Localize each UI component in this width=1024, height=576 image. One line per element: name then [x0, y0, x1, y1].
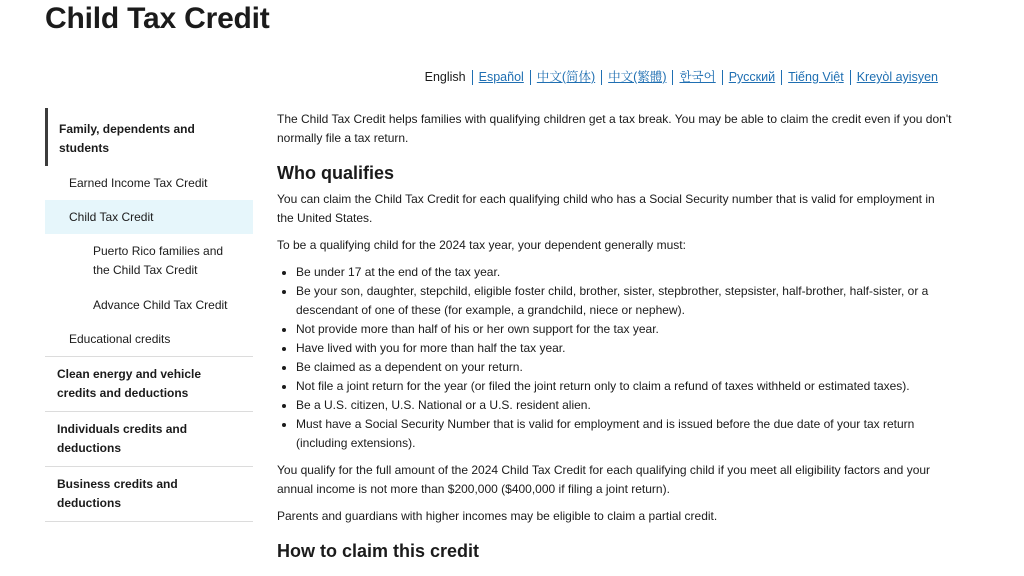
sidebar-item-clean-energy[interactable]: Clean energy and vehicle credits and deductions	[45, 357, 253, 412]
language-link[interactable]: Tiếng Việt	[788, 70, 844, 84]
language-chinese-simplified[interactable]	[530, 70, 601, 85]
full-amount-paragraph: You qualify for the full amount of the 2024 Child Tax Credit for each qualifying child if you meet all eligibility factors and your annual income is not more than $200,000 ($400,000 if filing a joint return).	[277, 463, 931, 496]
language-haitian-creole[interactable]	[850, 70, 944, 85]
partial-credit-paragraph: Parents and guardians with higher incomes may be eligible to claim a partial credit.	[277, 509, 718, 523]
list-item: • Be a U.S. citizen, U.S. National or a U.S. resident alien.	[296, 396, 953, 415]
section-heading-how-to-claim: How to claim this credit	[277, 541, 480, 561]
sidebar-nav	[45, 108, 253, 522]
intro-paragraph: The Child Tax Credit helps families with qualifying children get a tax break. You may be able to claim the credit even if you don't normally file a tax return.	[277, 112, 952, 145]
list-item: • Not provide more than half of his or her own support for the tax year.	[296, 320, 953, 339]
sidebar-item-advance-ctc[interactable]: Advance Child Tax Credit	[93, 297, 228, 312]
sidebar-item-individuals-credits[interactable]: Individuals credits and deductions	[45, 412, 253, 467]
list-item: • Be your son, daughter, stepchild, eligible foster child, brother, sister, stepbrother, stepsister, half-brother, half-sister, or a descendant of one of these (for example, a grandchild, niece or nephew).	[296, 282, 953, 320]
language-english: English	[424, 70, 466, 84]
sidebar-item-eitc[interactable]: Earned Income Tax Credit	[69, 175, 208, 190]
qualifying-child-intro: To be a qualifying child for the 2024 tax year, your dependent generally must:	[277, 238, 686, 252]
language-russian[interactable]	[722, 70, 781, 85]
main-content	[277, 110, 953, 568]
sidebar-item-child-tax-credit[interactable]: Child Tax Credit	[45, 200, 253, 234]
language-spanish[interactable]	[472, 70, 530, 85]
language-link[interactable]: 中文(繁體)	[608, 70, 667, 84]
language-link[interactable]: Русский	[728, 70, 776, 84]
language-selector	[419, 70, 944, 85]
list-item: • Be under 17 at the end of the tax year.	[296, 263, 953, 282]
qualifying-child-list	[277, 263, 953, 453]
list-item: • Must have a Social Security Number that is valid for employment and is issued before the due date of your tax return (including extensions).	[296, 415, 953, 453]
language-vietnamese[interactable]	[781, 70, 850, 85]
language-link[interactable]: 中文(简体)	[536, 70, 596, 84]
sidebar-item-puerto-rico[interactable]: Puerto Rico families and the Child Tax Credit	[93, 244, 224, 277]
language-link[interactable]: Español	[478, 70, 524, 84]
language-korean[interactable]	[672, 70, 721, 85]
sidebar-item-business-credits[interactable]: Business credits and deductions	[45, 467, 253, 522]
section-heading-who-qualifies: Who qualifies	[277, 163, 394, 183]
list-item: • Not file a joint return for the year (or filed the joint return only to claim a refund of taxes withheld or estimated taxes).	[296, 377, 953, 396]
who-qualifies-paragraph: You can claim the Child Tax Credit for each qualifying child who has a Social Security number that is valid for employment in the United States.	[277, 192, 935, 225]
sidebar-group-family[interactable]: Family, dependents and students	[45, 108, 253, 166]
list-item: • Have lived with you for more than half the tax year.	[296, 339, 953, 358]
language-chinese-traditional[interactable]	[601, 70, 672, 85]
page-title: Child Tax Credit	[45, 2, 270, 35]
language-link[interactable]: Kreyòl ayisyen	[856, 70, 938, 84]
list-item: • Be claimed as a dependent on your return.	[296, 358, 953, 377]
language-link[interactable]: 한국어	[679, 70, 716, 84]
sidebar-item-educational-credits[interactable]: Educational credits	[45, 322, 253, 357]
